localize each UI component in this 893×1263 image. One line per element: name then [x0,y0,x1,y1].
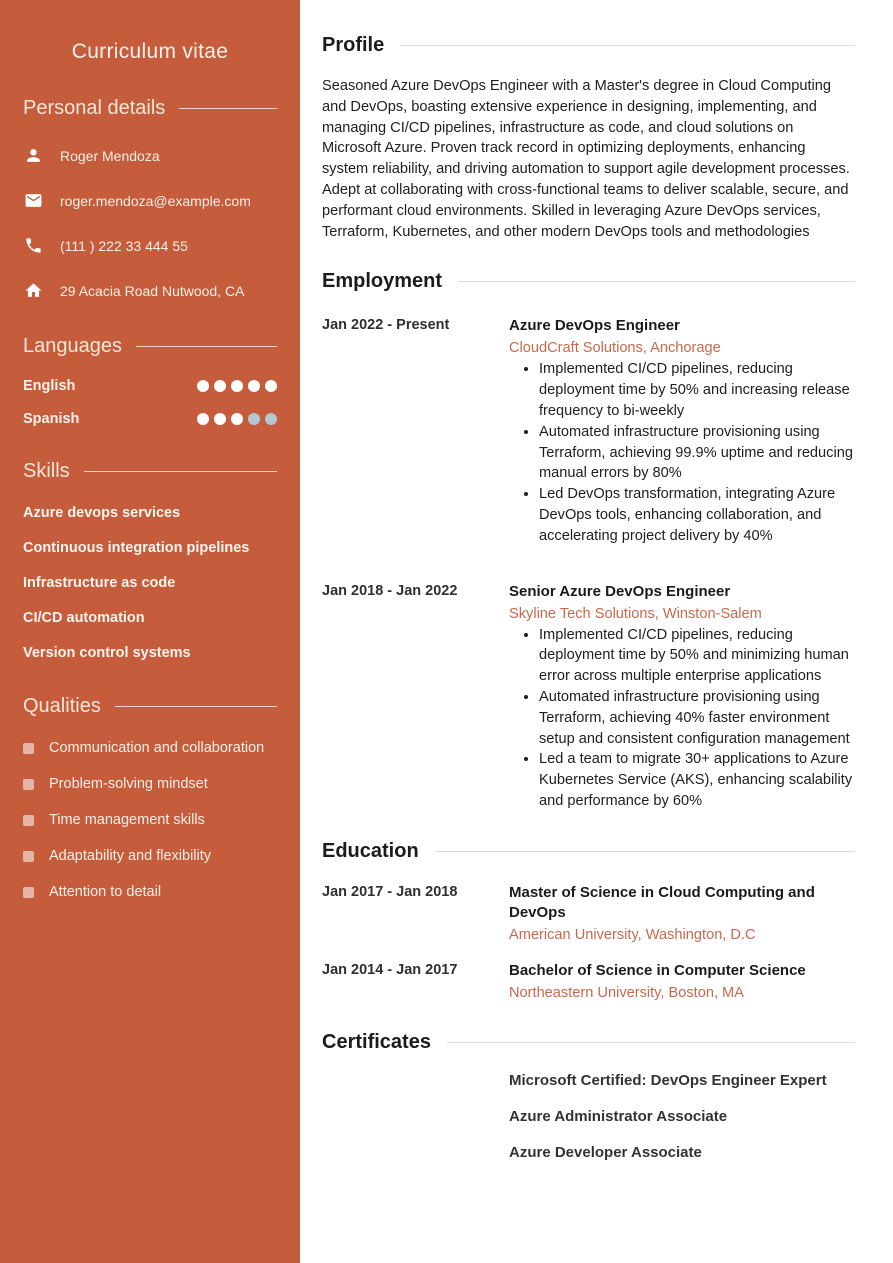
skills-heading: Skills [23,460,70,482]
dot-filled-icon [231,413,243,425]
employment-heading: Employment [322,270,443,293]
person-icon [23,146,43,166]
phone-icon [23,236,43,256]
job-bullet-list [509,359,855,546]
profile-text: Seasoned Azure DevOps Engineer with a Master's degree in Cloud Computing and DevOps, boasting extensive experience in designing, implementing, and managing CI/CD pipelines, infrastructure as code, and cloud solutions on Microsoft Azure. Proven track record in optimizing deployments, enhancing system reliability, and driving automation to support agile development processes. Adept at collaborating with cross-functional teams to deliver scalable, secure, and performant cloud environments. Skilled in leveraging Azure DevOps services, Terraform, Kubernetes, and other modern DevOps tools and methodologies [322,78,850,240]
job-bullet: • Implemented CI/CD pipelines, reducing deployment time by 50% and minimizing human error across multiple enterprise applications [539,625,855,687]
contact-row-phone [23,234,277,257]
job-title: Azure DevOps Engineer [509,317,680,335]
contact-address: 29 Acacia Road Nutwood, CA [60,282,245,299]
home-icon [23,281,43,301]
job-details [509,582,855,812]
job-bullet: • Implemented CI/CD pipelines, reducing deployment time by 50% and increasing release frequency to bi-weekly [539,359,855,421]
education-heading-row [322,840,855,863]
job-bullet: • Led a team to migrate 30+ applications to Azure Kubernetes Service (AKS), enhancing scalability and performance by 60% [539,749,855,811]
job-title: Senior Azure DevOps Engineer [509,582,731,600]
skills-heading-row [23,460,277,483]
square-bullet-icon [23,851,34,862]
education-entry [322,961,855,1003]
languages-heading: Languages [23,335,122,357]
skill-item: Infrastructure as code [23,575,176,591]
dot-filled-icon [214,413,226,425]
heading-rule [84,471,277,472]
square-bullet-icon [23,779,34,790]
skill-item: Azure devops services [23,505,181,521]
job-company: CloudCraft Solutions, Anchorage [509,340,721,357]
heading-rule [136,346,277,347]
language-list [23,378,277,427]
dot-filled-icon [265,380,277,392]
certificates-heading-row [322,1031,855,1054]
skill-item: Version control systems [23,645,191,661]
main-column [300,0,893,1263]
skill-item: CI/CD automation [23,610,145,626]
job-bullet-list [509,625,855,812]
certificate-item [322,1072,855,1090]
quality-row [23,848,277,865]
education-school: Northeastern University, Boston, MA [509,984,744,1001]
quality-text: Attention to detail [49,884,162,900]
language-row [23,411,277,427]
sidebar [0,0,300,1263]
languages-heading-row [23,335,277,358]
qualities-heading-row [23,695,277,718]
job-bullet: • Automated infrastructure provisioning using Terraform, achieving 40% faster environment setup and consistent configuration management [539,687,855,749]
quality-row [23,776,277,793]
education-section [322,840,855,1003]
square-bullet-icon [23,887,34,898]
profile-section [322,34,855,242]
education-degree: Bachelor of Science in Computer Science [509,961,806,979]
quality-row [23,884,277,901]
heading-rule [400,45,855,46]
certificate-list [322,1072,855,1162]
dot-filled-icon [197,413,209,425]
qualities-heading: Qualities [23,695,101,717]
heading-rule [179,108,277,109]
employment-heading-row [322,270,855,293]
job-company: Skyline Tech Solutions, Winston-Salem [509,605,762,622]
contact-email: roger.mendoza@example.com [60,192,251,209]
job-entry [322,316,855,546]
certificate-name: Azure Administrator Associate [509,1107,728,1125]
skill-item: Continuous integration pipelines [23,540,250,556]
quality-row [23,812,277,829]
education-dates: Jan 2014 - Jan 2017 [322,961,458,978]
language-name: Spanish [23,411,80,427]
quality-text: Time management skills [49,812,205,828]
contact-list [23,144,277,302]
certificate-name: Azure Developer Associate [509,1143,702,1161]
square-bullet-icon [23,815,34,826]
dot-empty-icon [265,413,277,425]
skill-list [23,505,277,662]
certificates-heading: Certificates [322,1030,431,1053]
language-level-dots [197,413,277,425]
profile-heading-row [322,34,855,57]
language-name: English [23,378,76,394]
square-bullet-icon [23,743,34,754]
quality-list [23,740,277,901]
personal-details-heading: Personal details [23,97,166,119]
job-entry [322,582,855,812]
contact-row-name [23,144,277,167]
job-bullet: • Automated infrastructure provisioning using Terraform, achieving 99.9% uptime and reducing manual errors by 80% [539,422,855,484]
profile-heading: Profile [322,34,385,56]
language-level-dots [197,380,277,392]
heading-rule [115,706,277,707]
certificates-section [322,1031,855,1162]
heading-rule [435,851,855,852]
education-dates: Jan 2017 - Jan 2018 [322,883,458,900]
education-heading: Education [322,839,419,862]
dot-filled-icon [197,380,209,392]
dot-filled-icon [231,380,243,392]
heading-rule [458,281,855,282]
dot-filled-icon [248,380,260,392]
quality-row [23,740,277,757]
cv-title: Curriculum vitae [71,40,229,63]
certificate-date-spacer [322,1072,509,1090]
personal-details-heading-row [23,97,277,120]
email-icon [23,191,43,211]
education-details [509,961,855,1003]
education-degree: Master of Science in Cloud Computing and DevOps [509,883,815,921]
education-school: American University, Washington, D.C [509,926,756,943]
certificate-item [322,1108,855,1126]
certificate-date-spacer [322,1108,509,1126]
dot-filled-icon [214,380,226,392]
employment-section [322,270,855,811]
quality-text: Problem-solving mindset [49,776,208,792]
certificate-name: Microsoft Certified: DevOps Engineer Expert [509,1071,827,1089]
quality-text: Adaptability and flexibility [49,848,212,864]
heading-rule [447,1042,855,1043]
job-bullet: • Led DevOps transformation, integrating Azure DevOps tools, enhancing collaboration, and accelerating project delivery by 40% [539,484,855,546]
job-dates: Jan 2018 - Jan 2022 [322,582,458,599]
language-row [23,378,277,394]
contact-name: Roger Mendoza [60,147,160,164]
quality-text: Communication and collaboration [49,740,265,756]
certificate-date-spacer [322,1144,509,1162]
job-details [509,316,855,546]
certificate-item [322,1144,855,1162]
job-dates: Jan 2022 - Present [322,317,450,334]
education-details [509,883,855,945]
dot-empty-icon [248,413,260,425]
contact-phone: (111 ) 222 33 444 55 [60,237,188,254]
education-entry [322,883,855,945]
contact-row-email [23,189,277,212]
contact-row-address [23,279,277,302]
